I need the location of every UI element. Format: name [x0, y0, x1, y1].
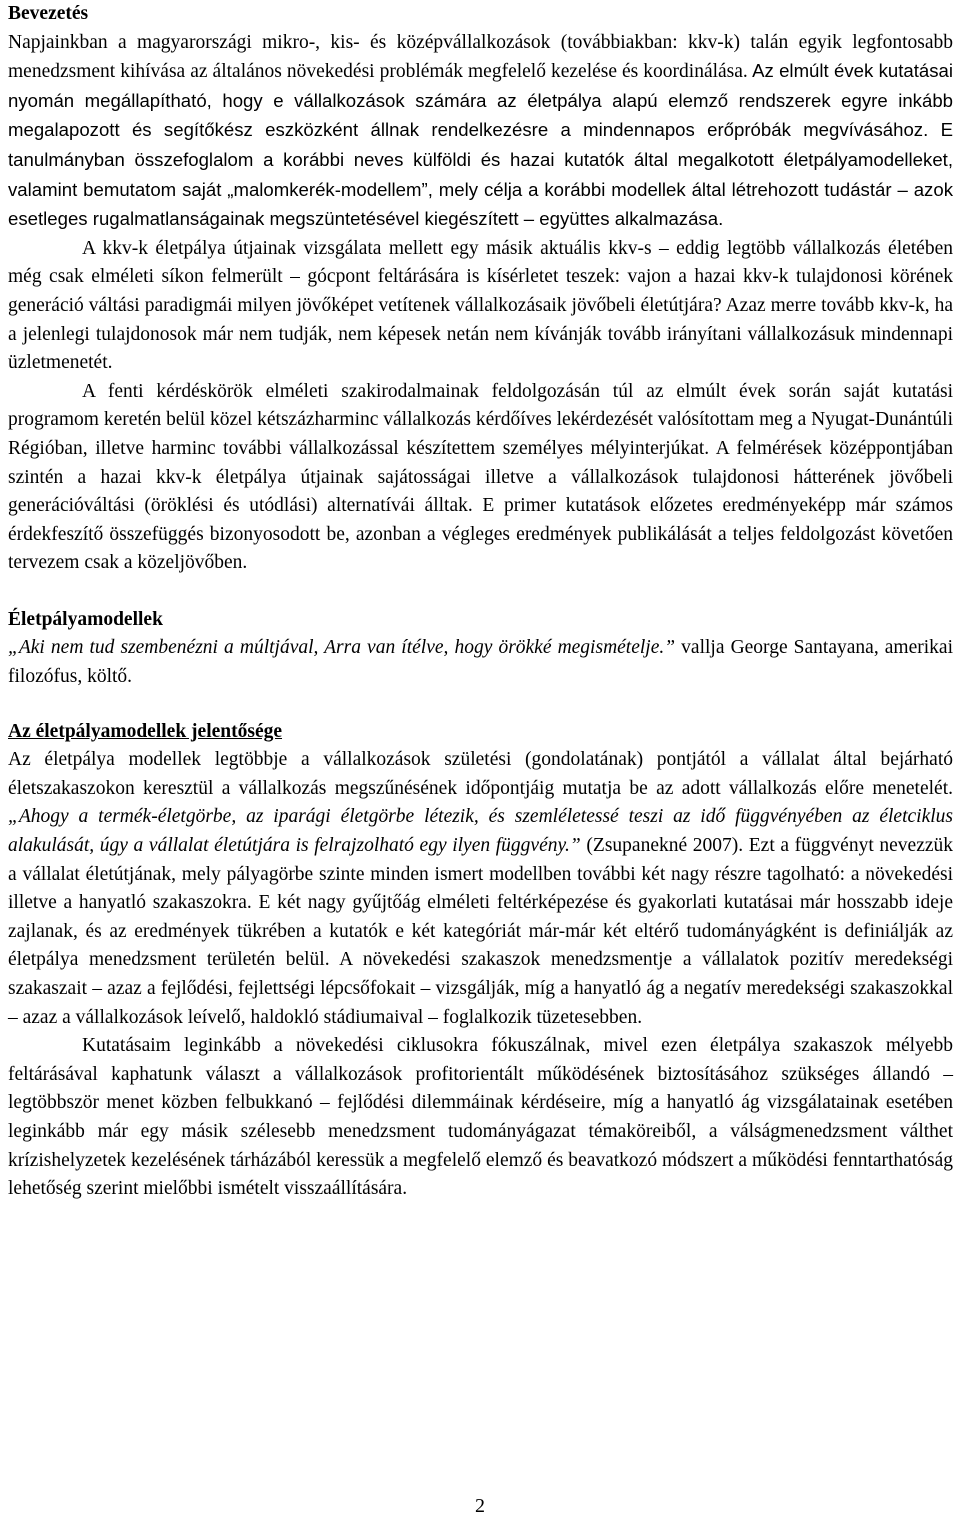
quote-paragraph — [8, 634, 953, 691]
paragraph-intro-1-part-b: Az elmúlt évek kutatásai nyomán megállapítható, hogy e vállalkozások számára az életpálya alapú elemző rendszerek egyre inkább megalapozott és segítőkész eszközként állnak rendelkezésre a mindennapos erőpróbák megvívásához. — [8, 60, 954, 141]
paragraph-intro-1-part-c: E tanulmányban összefoglalom a korábbi neves külföldi és hazai kutatók által megalkotott életpályamodelleket, valamint bemutatom saját „malomkerék-modellem”, mely célja a korábbi modellek által létrehozott tudástár – azok esetleges rugalmatlanságainak megszüntetésével kiegészített – együttes alkalmazása. — [8, 119, 953, 230]
section-heading-significance: Az életpályamodellek jelentősége — [8, 720, 283, 742]
spacer — [8, 578, 953, 606]
paragraph-significance-2: Kutatásaim leginkább a növekedési ciklusokra fókuszálnak, mivel ezen életpálya szakaszok mélyebb feltárásával kaphatunk választ a vállalkozások profitorientált működésének biztosításához szükséges állandó – legtöbbször menet közben felbukkanó – fejlődési dilemmáinak kérdéseire, míg a hanyatló ág vizsgálatainak esetében leginkább már egy másik szélesebb menedzsment tudományágazat témaköreiből, a válságmenedzsment válthet krízishelyzetek kezelésének tárházából keressük a megfelelő elemző és beavatkozó módszert a működési fenntarthatóság lehetőség szerint mielőbbi ismételt visszaállítására. — [8, 1035, 953, 1200]
zsupanekne-quote: „Ahogy a termék-életgörbe, az iparági életgörbe létezik, és szemléletessé teszi az idő függvényében az életciklus alakulását, úgy a vállalat életútjára is felrajzolható egy ilyen függvény.” — [8, 806, 953, 857]
paragraph-intro-1-part-a: Napjainkban a magyarországi mikro-, kis- és középvállalkozások (továbbiakban: kkv-k) talán egyik legfontosabb menedzsment kihívása az általános növekedési problémák megfelelő kezelése és koordinálása. — [8, 31, 953, 83]
paragraph-intro-3: A fenti kérdéskörök elméleti szakirodalmainak feldolgozásán túl az elmúlt évek során saját kutatási programom keretén belül közel kétszázharminc vállalkozás kérdőíves lekérdezését valósítottam meg a Nyugat-Dunántúli Régióban, illetve harminc további vállalkozással készítettem személyes mélyinterjúkat. A felmérések középpontjában szintén a hazai kkv-k életpálya útjainak sajátosságai illetve a vállalkozások tulajdonosi hátterének jövőbeli generációváltási (öröklési és utódlási) alternatívái álltak. E primer kutatások előzetes eredményeképp már számos érdekfeszítő összefüggés bizonyosodott be, azonban a végleges eredmények publikálását a teljes feldolgozást követően tervezem csak a közeljövőben. — [8, 380, 953, 574]
section-heading-intro: Bevezetés — [8, 3, 89, 24]
paragraph-significance-1-part-a: Az életpálya modellek legtöbbje a vállalkozások születési (gondolatának) pontjától a vállalat által bejárható életszakaszokon keresztül a vállalkozás megszűnésének időpontjáig mutatja be az adott vállalkozás előre menetelét. — [8, 749, 953, 799]
page-number: 2 — [475, 1495, 485, 1517]
section-heading-models: Életpályamodellek — [8, 608, 163, 630]
paragraph-intro-2: A kkv-k életpálya útjainak vizsgálata mellett egy másik aktuális kkv-s – eddig legtöbb vállalkozás életében még csak elméleti síkon felmerült – gócpont feltárására is kísérletet teszek: vajon a hazai kkv-k tulajdonosi körének generáció váltási paradigmái milyen jövőképet vetítenek vállalkozásaik jövőbeli életútjára? Azaz merre tovább kkv-k, ha a jelenlegi tulajdonosok már nem tudják, nem képesek netán nem kívánják tovább irányítani vállalkozásuk mindennapi üzletmenetét. — [8, 237, 953, 374]
spacer — [8, 692, 953, 718]
santayana-quote: „Aki nem tud szembenézni a múltjával, Arra van ítélve, hogy örökké megismételje.” — [8, 637, 676, 659]
quote-attribution: vallja George Santayana, amerikai filozófus, költő. — [8, 637, 953, 688]
document-page — [8, 0, 953, 1204]
paragraph-significance-1-part-b: (Zsupanekné 2007). Ezt a függvényt nevezzük a vállalat életútjának, mely pályagörbe szinte minden ismert modellben további két nagy részre tagolható: a növekedési illetve a hanyatló szakaszokra. E két nagy gyűjtőág elméleti feltérképezése és gyakorlati kutatásai már hosszabb ideje zajlanak, és az eredmények tükrében a kutatók e két kategóriát már-már két eltérő tudományágként is definiálják az életpálya menedzsment területén belül. A növekedési szakaszok menedzsmentje a vállalatok pozitív meredekségi szakaszait – azaz a fejlődési, fejlettségi lépcsőfokait – vizsgálják, míg a hanyatló ág a negatív meredekségi szakaszokkal – azaz a vállalkozások leívelő, haldokló stádiumaival – foglalkozik tüzetesebben. — [8, 835, 953, 1028]
paragraph-intro-1 — [8, 29, 953, 235]
paragraph-significance-1 — [8, 746, 953, 1032]
